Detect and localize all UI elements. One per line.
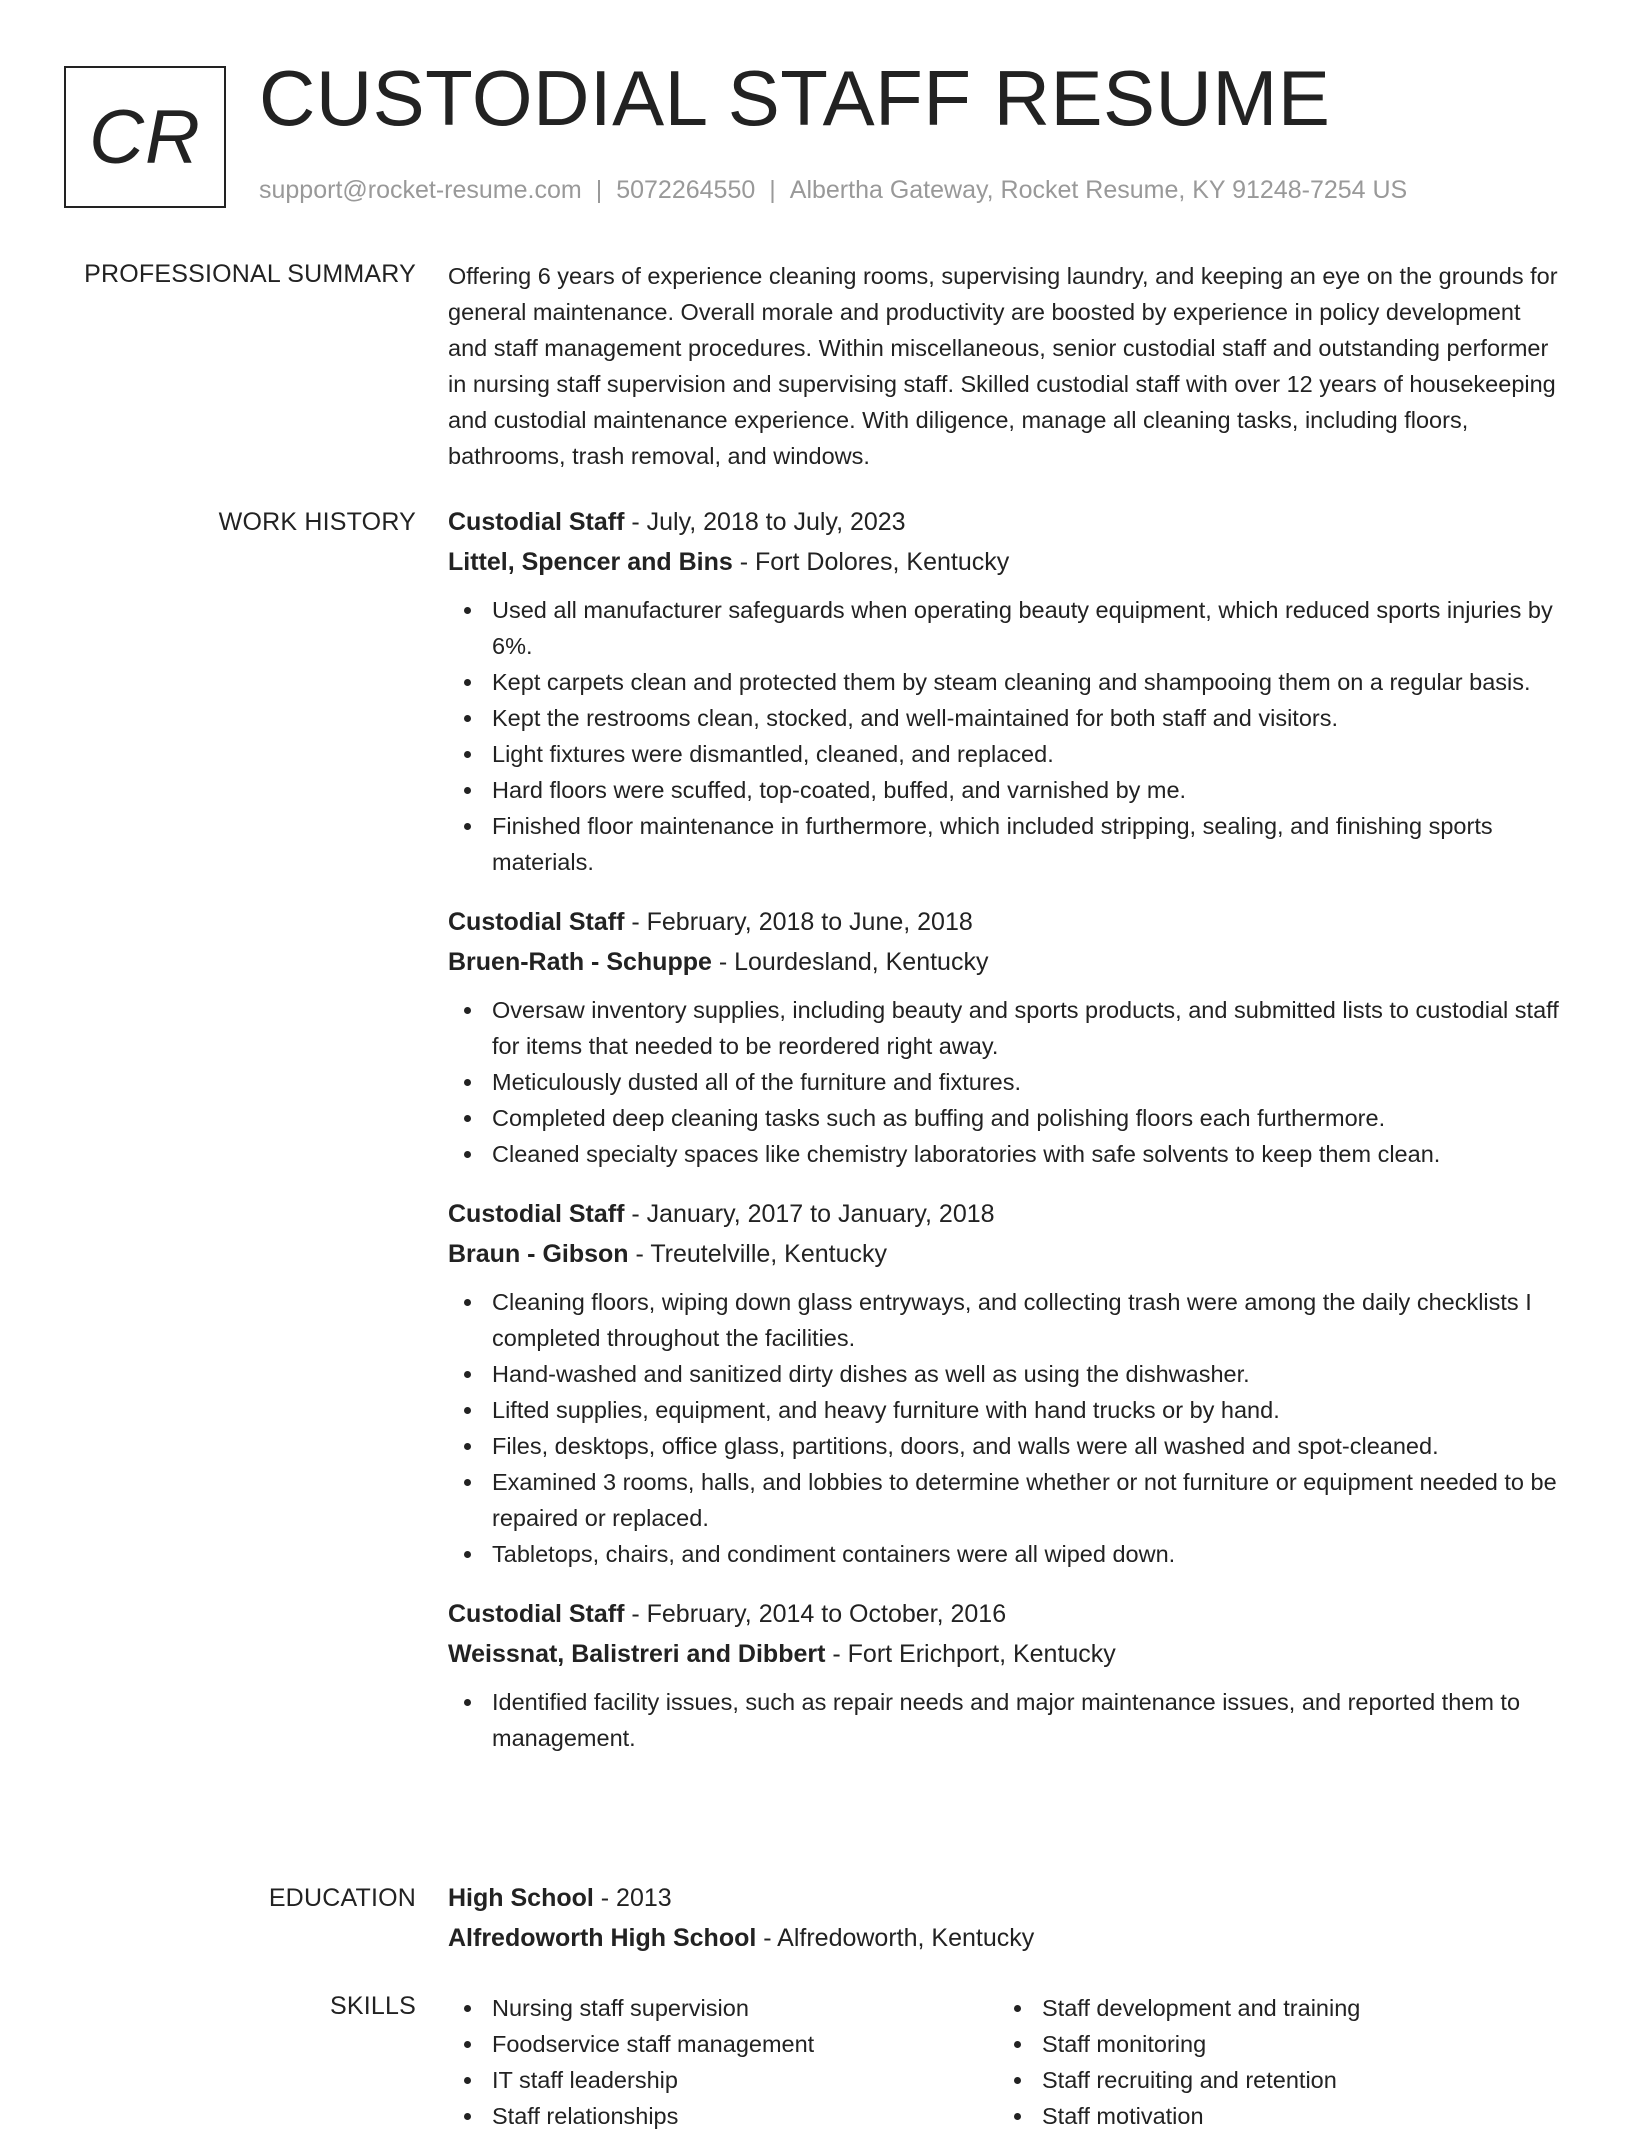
job-bullet: Kept carpets clean and protected them by steam cleaning and shampooing them on a regular basis. xyxy=(492,664,1563,700)
skills-column-left xyxy=(448,1990,998,2134)
job-title-line xyxy=(448,902,1563,942)
job-entry xyxy=(448,502,1563,880)
skill-item: Staff development and training xyxy=(1042,1990,1548,2026)
job-location: - Treutelville, Kentucky xyxy=(628,1240,887,1268)
job-entry xyxy=(448,902,1563,1172)
job-bullet: Completed deep cleaning tasks such as buffing and polishing floors each furthermore. xyxy=(492,1100,1563,1136)
job-bullet: Lifted supplies, equipment, and heavy furniture with hand trucks or by hand. xyxy=(492,1392,1563,1428)
section-label-skills: SKILLS xyxy=(330,1992,416,2020)
skill-item: IT staff leadership xyxy=(492,2062,998,2098)
job-bullet: Kept the restrooms clean, stocked, and well-maintained for both staff and visitors. xyxy=(492,700,1563,736)
education-degree: High School xyxy=(448,1884,594,1912)
skill-item: Staff recruiting and retention xyxy=(1042,2062,1548,2098)
page-title: CUSTODIAL STAFF RESUME xyxy=(259,54,1331,142)
job-location: - Lourdesland, Kentucky xyxy=(711,948,989,976)
job-bullet: Cleaning floors, wiping down glass entryways, and collecting trash were among the daily checklists I completed throughout the facilities. xyxy=(492,1284,1563,1356)
job-entry xyxy=(448,1594,1563,1756)
summary-body xyxy=(448,258,1563,474)
job-bullets xyxy=(448,1684,1563,1756)
job-bullet: Light fixtures were dismantled, cleaned, and replaced. xyxy=(492,736,1563,772)
job-company: Bruen-Rath - Schuppe xyxy=(448,948,712,976)
job-title: Custodial Staff xyxy=(448,1200,625,1228)
skills-body xyxy=(448,1990,1563,2134)
job-company-line xyxy=(448,542,1563,582)
skill-item: Nursing staff supervision xyxy=(492,1990,998,2026)
job-company: Weissnat, Balistreri and Dibbert xyxy=(448,1640,826,1668)
contact-separator: | xyxy=(769,176,776,204)
job-bullets xyxy=(448,592,1563,880)
job-title-line xyxy=(448,1194,1563,1234)
job-title: Custodial Staff xyxy=(448,508,625,536)
job-company-line xyxy=(448,1634,1563,1674)
skills-list xyxy=(448,1990,998,2134)
skills-columns xyxy=(448,1990,1563,2134)
job-bullets xyxy=(448,992,1563,1172)
job-bullets xyxy=(448,1284,1563,1572)
section-label-summary: PROFESSIONAL SUMMARY xyxy=(84,260,416,288)
job-bullet: Hand-washed and sanitized dirty dishes as well as using the dishwasher. xyxy=(492,1356,1563,1392)
job-company: Littel, Spencer and Bins xyxy=(448,548,733,576)
job-title: Custodial Staff xyxy=(448,1600,625,1628)
job-bullet: Cleaned specialty spaces like chemistry laboratories with safe solvents to keep them clean. xyxy=(492,1136,1563,1172)
section-label-education: EDUCATION xyxy=(268,1884,416,1912)
education-school: Alfredoworth High School xyxy=(448,1924,757,1952)
job-company-line xyxy=(448,1234,1563,1274)
job-bullet: Examined 3 rooms, halls, and lobbies to determine whether or not furniture or equipment needed to be repaired or replaced. xyxy=(492,1464,1563,1536)
job-bullet: Finished floor maintenance in furthermore, which included stripping, sealing, and finishing sports materials. xyxy=(492,808,1563,880)
job-bullet: Files, desktops, office glass, partitions, doors, and walls were all washed and spot-cleaned. xyxy=(492,1428,1563,1464)
job-bullet: Oversaw inventory supplies, including beauty and sports products, and submitted lists to custodial staff for items that needed to be reordered right away. xyxy=(492,992,1563,1064)
contact-separator: | xyxy=(595,176,603,204)
job-title: Custodial Staff xyxy=(448,908,625,936)
skill-item: Staff relationships xyxy=(492,2098,998,2134)
education-location: - Alfredoworth, Kentucky xyxy=(756,1924,1035,1952)
summary-text: Offering 6 years of experience cleaning rooms, supervising laundry, and keeping an eye on the grounds for general maintenance. Overall morale and productivity are boosted by experience in policy development and staff management procedures. Within miscellaneous, senior custodial staff and outstanding performer in nursing staff supervision and supervising staff. Skilled custodial staff with over 12 years of housekeeping and custodial maintenance experience. With diligence, manage all cleaning tasks, including floors, bathrooms, trash removal, and windows. xyxy=(448,263,1558,469)
skills-column-right xyxy=(998,1990,1548,2134)
job-title-line xyxy=(448,1594,1563,1634)
job-company: Braun - Gibson xyxy=(448,1240,629,1268)
education-school-line xyxy=(448,1918,1563,1958)
job-bullet: Meticulously dusted all of the furniture and fixtures. xyxy=(492,1064,1563,1100)
job-company-line xyxy=(448,942,1563,982)
skill-item: Staff motivation xyxy=(1042,2098,1548,2134)
monogram-logo: CR xyxy=(64,66,226,208)
job-dates: - July, 2018 to July, 2023 xyxy=(624,508,906,536)
job-dates: - February, 2014 to October, 2016 xyxy=(624,1600,1007,1628)
job-entry xyxy=(448,1194,1563,1572)
work-history-body xyxy=(448,502,1563,1756)
job-bullet: Hard floors were scuffed, top-coated, buffed, and varnished by me. xyxy=(492,772,1563,808)
skills-list xyxy=(998,1990,1548,2134)
contact-phone[interactable]: 5072264550 xyxy=(616,176,756,204)
education-body xyxy=(448,1878,1563,1958)
job-title-line xyxy=(448,502,1563,542)
job-dates: - February, 2018 to June, 2018 xyxy=(624,908,973,936)
job-location: - Fort Dolores, Kentucky xyxy=(732,548,1010,576)
job-bullet: Tabletops, chairs, and condiment containers were all wiped down. xyxy=(492,1536,1563,1572)
skill-item: Staff monitoring xyxy=(1042,2026,1548,2062)
job-dates: - January, 2017 to January, 2018 xyxy=(624,1200,995,1228)
job-bullet: Used all manufacturer safeguards when operating beauty equipment, which reduced sports injuries by 6%. xyxy=(492,592,1563,664)
contact-email[interactable]: support@rocket-resume.com xyxy=(259,176,582,204)
job-location: - Fort Erichport, Kentucky xyxy=(825,1640,1116,1668)
section-label-work-history: WORK HISTORY xyxy=(218,508,416,536)
contact-address: Albertha Gateway, Rocket Resume, KY 91248-7254 US xyxy=(789,176,1408,204)
contact-line xyxy=(259,176,1407,205)
education-year: - 2013 xyxy=(593,1884,672,1912)
skill-item: Foodservice staff management xyxy=(492,2026,998,2062)
education-degree-line xyxy=(448,1878,1563,1918)
job-bullet: Identified facility issues, such as repair needs and major maintenance issues, and reported them to management. xyxy=(492,1684,1563,1756)
